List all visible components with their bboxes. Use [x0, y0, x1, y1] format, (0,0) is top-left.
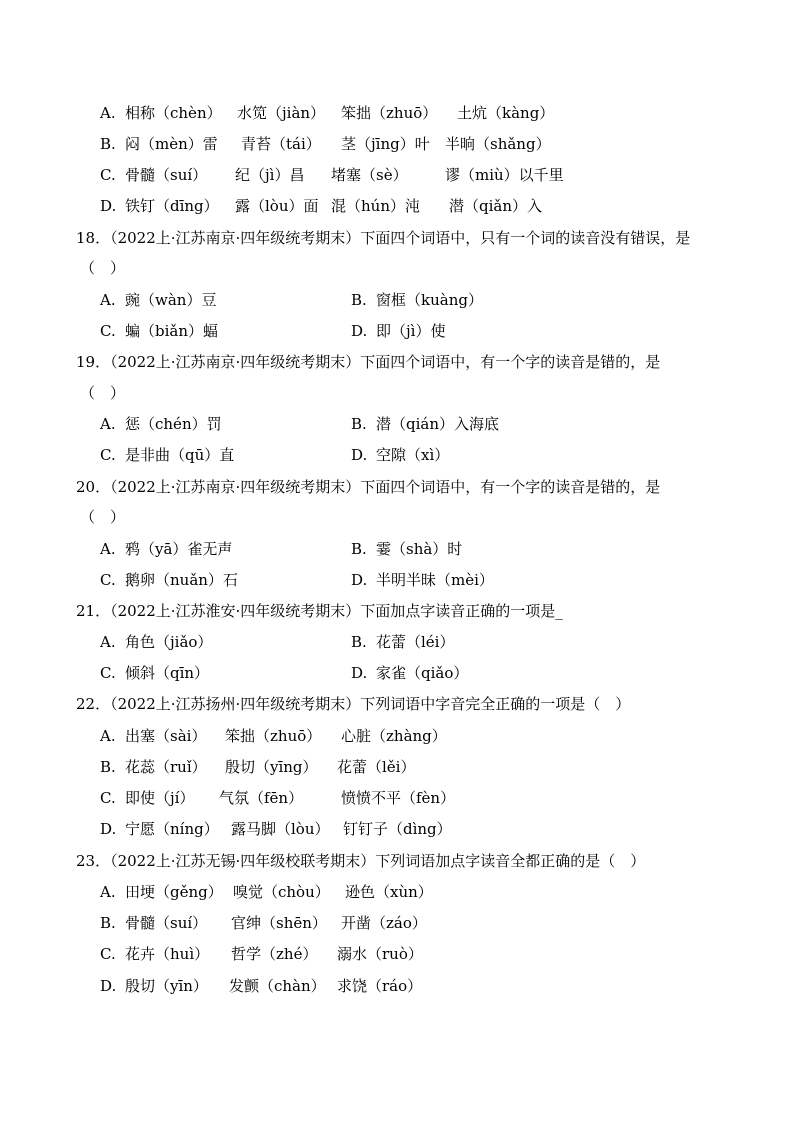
option-letter: B. — [100, 914, 116, 932]
word-item: 嗅觉（chòu） — [233, 883, 330, 901]
word-item: 茎（jīng）叶 — [341, 135, 430, 153]
word-item: 出塞（sài） — [125, 727, 207, 745]
word-item: 露（lòu）面 — [235, 197, 319, 215]
option-letter: C. — [100, 322, 116, 340]
word-item: 笨拙（zhuō） — [225, 727, 322, 745]
option-text: 倾斜（qīn） — [125, 664, 210, 682]
word-item: 花蕊（ruǐ） — [125, 758, 207, 776]
word-item: 田埂（gěng） — [125, 883, 223, 901]
option-letter: D. — [100, 820, 117, 838]
word-item: 心脏（zhàng） — [341, 727, 447, 745]
option-letter: A. — [100, 104, 116, 122]
word-item: 逊色（xùn） — [345, 883, 433, 901]
word-item: 溺水（ruò） — [337, 945, 423, 963]
word-item: 青苔（tái） — [241, 135, 321, 153]
option-text: 花蕾（léi） — [376, 633, 455, 651]
option-letter: B. — [351, 415, 367, 433]
q19-stem: 19．（2022上·江苏南京·四年级统考期末）下面四个词语中，有一个字的读音是错的，是 — [76, 353, 661, 371]
option-text: 半明半昧（mèi） — [376, 571, 494, 589]
word-item: 官绅（shēn） — [231, 914, 327, 932]
option-text: 家雀（qiǎo） — [376, 664, 469, 682]
word-item: 露马脚（lòu） — [231, 820, 330, 838]
option-letter: B. — [351, 291, 367, 309]
q20-stem: 20．（2022上·江苏南京·四年级统考期末）下面四个词语中，有一个字的读音是错的，是 — [76, 478, 661, 496]
option-letter: A. — [100, 727, 116, 745]
option-text: 蝙（biǎn）蝠 — [125, 322, 219, 340]
q20-answer-blank: （ ） — [80, 508, 126, 526]
option-letter: C. — [100, 571, 116, 589]
word-item: 即使（jí） — [125, 789, 195, 807]
option-letter: C. — [100, 664, 116, 682]
word-item: 气氛（fēn） — [219, 789, 304, 807]
option-text: 鸦（yā）雀无声 — [125, 540, 233, 558]
option-letter: A. — [100, 633, 116, 651]
word-item: 骨髓（suí） — [125, 914, 208, 932]
word-item: 土炕（kàng） — [457, 104, 555, 122]
option-letter: D. — [351, 664, 368, 682]
option-letter: D. — [351, 322, 368, 340]
word-item: 殷切（yīng） — [225, 758, 318, 776]
option-letter: D. — [351, 571, 368, 589]
option-letter: A. — [100, 883, 116, 901]
word-item: 笨拙（zhuō） — [341, 104, 438, 122]
option-letter: D. — [100, 197, 117, 215]
word-item: 相称（chèn） — [125, 104, 222, 122]
word-item: 花卉（huì） — [125, 945, 210, 963]
word-item: 水笕（jiàn） — [237, 104, 326, 122]
option-text: 霎（shà）时 — [376, 540, 463, 558]
option-text: 空隙（xì） — [376, 446, 450, 464]
option-letter: C. — [100, 945, 116, 963]
option-text: 豌（wàn）豆 — [125, 291, 217, 309]
word-item: 谬（miù）以千里 — [445, 166, 564, 184]
q21-stem: 21．（2022上·江苏淮安·四年级统考期末）下面加点字读音正确的一项是_ — [76, 602, 563, 620]
word-item: 铁钉（dīng） — [125, 197, 219, 215]
q22-stem: 22．（2022上·江苏扬州·四年级统考期末）下列词语中字音完全正确的一项是（ ） — [76, 695, 631, 713]
option-letter: B. — [100, 758, 116, 776]
option-letter: A. — [100, 415, 116, 433]
q18-answer-blank: （ ） — [80, 259, 126, 277]
option-letter: A. — [100, 540, 116, 558]
word-item: 纪（jì）昌 — [235, 166, 305, 184]
option-text: 角色（jiǎo） — [125, 633, 213, 651]
word-item: 潜（qiǎn）入 — [449, 197, 543, 215]
q18-stem: 18．（2022上·江苏南京·四年级统考期末）下面四个词语中，只有一个词的读音没有错误，是 — [76, 229, 691, 247]
option-letter: D. — [351, 446, 368, 464]
word-item: 哲学（zhé） — [231, 945, 318, 963]
word-item: 钉钉子（dìng） — [343, 820, 452, 838]
option-letter: B. — [351, 540, 367, 558]
word-item: 愤愤不平（fèn） — [341, 789, 456, 807]
option-text: 惩（chén）罚 — [125, 415, 222, 433]
option-letter: A. — [100, 291, 116, 309]
q23-stem: 23．（2022上·江苏无锡·四年级校联考期末）下列词语加点字读音全都正确的是（ ） — [76, 852, 646, 870]
option-letter: C. — [100, 166, 116, 184]
option-letter: C. — [100, 446, 116, 464]
option-letter: C. — [100, 789, 116, 807]
word-item: 半晌（shǎng） — [445, 135, 551, 153]
option-letter: D. — [100, 977, 117, 995]
word-item: 殷切（yīn） — [125, 977, 208, 995]
option-text: 即（jì）使 — [376, 322, 446, 340]
word-item: 宁愿（níng） — [125, 820, 219, 838]
word-item: 堵塞（sè） — [331, 166, 408, 184]
option-text: 窗框（kuàng） — [376, 291, 483, 309]
word-item: 花蕾（lěi） — [337, 758, 416, 776]
word-item: 开凿（záo） — [341, 914, 427, 932]
word-item: 混（hún）沌 — [331, 197, 420, 215]
word-item: 发颤（chàn） — [229, 977, 326, 995]
option-text: 是非曲（qū）直 — [125, 446, 235, 464]
option-text: 潜（qián）入海底 — [376, 415, 500, 433]
word-item: 闷（mèn）雷 — [125, 135, 218, 153]
option-letter: B. — [351, 633, 367, 651]
option-text: 鹅卵（nuǎn）石 — [125, 571, 238, 589]
word-item: 求饶（ráo） — [337, 977, 423, 995]
q19-answer-blank: （ ） — [80, 384, 126, 402]
option-letter: B. — [100, 135, 116, 153]
word-item: 骨髓（suí） — [125, 166, 208, 184]
